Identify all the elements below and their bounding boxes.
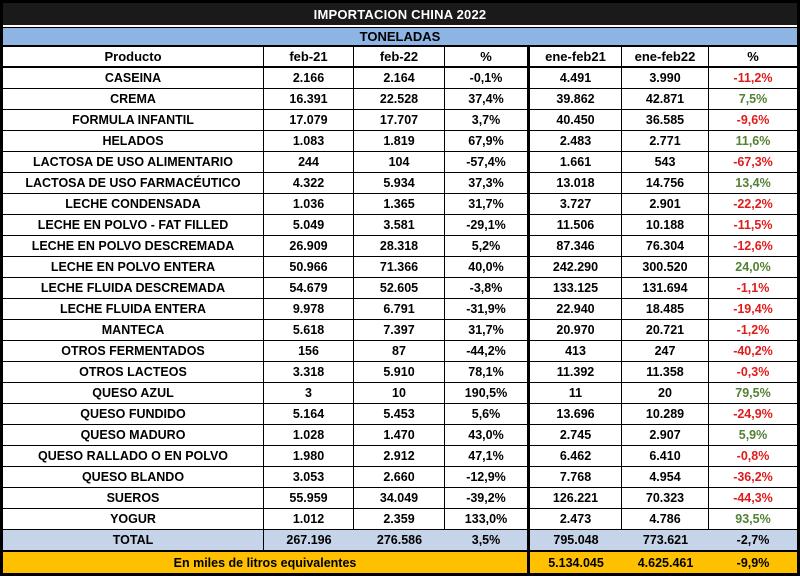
enefeb22-value: 2.907 bbox=[622, 425, 709, 445]
enefeb22-value: 70.323 bbox=[622, 488, 709, 508]
product-cell: OTROS FERMENTADOS bbox=[3, 341, 264, 361]
header-enefeb21: ene-feb21 bbox=[530, 47, 622, 66]
mom-pct-value: -29,1% bbox=[445, 215, 530, 235]
feb21-value: 4.322 bbox=[264, 173, 354, 193]
header-feb22: feb-22 bbox=[354, 47, 445, 66]
ytd-pct-value: -11,2% bbox=[733, 71, 773, 85]
table-subtitle bbox=[3, 27, 797, 47]
feb22-value: 2.164 bbox=[354, 68, 445, 88]
feb22-value: 2.912 bbox=[354, 446, 445, 466]
feb22-value: 34.049 bbox=[354, 488, 445, 508]
mom-pct-value: -57,4% bbox=[445, 152, 530, 172]
mom-pct-value: 31,7% bbox=[445, 320, 530, 340]
mom-pct-value: 5,2% bbox=[445, 236, 530, 256]
table-row bbox=[3, 257, 797, 278]
product-cell: QUESO RALLADO O EN POLVO bbox=[3, 446, 264, 466]
total-mom-pct: 3,5% bbox=[445, 530, 530, 550]
ytd-pct-value: -0,3% bbox=[736, 365, 770, 379]
total-feb21: 267.196 bbox=[264, 530, 354, 550]
enefeb22-value: 20.721 bbox=[622, 320, 709, 340]
feb21-value: 5.164 bbox=[264, 404, 354, 424]
enefeb21-value: 11.506 bbox=[530, 215, 622, 235]
header-row bbox=[3, 47, 797, 68]
table-row bbox=[3, 509, 797, 530]
ytd-pct-value: -1,2% bbox=[736, 323, 770, 337]
product-cell: QUESO MADURO bbox=[3, 425, 264, 445]
ytd-pct-value: -22,2% bbox=[733, 197, 773, 211]
product-cell: FORMULA INFANTIL bbox=[3, 110, 264, 130]
enefeb21-value: 6.462 bbox=[530, 446, 622, 466]
enefeb21-value: 2.473 bbox=[530, 509, 622, 529]
table-row bbox=[3, 383, 797, 404]
enefeb22-value: 36.585 bbox=[622, 110, 709, 130]
enefeb21-value: 7.768 bbox=[530, 467, 622, 487]
enefeb21-value: 4.491 bbox=[530, 68, 622, 88]
feb21-value: 1.083 bbox=[264, 131, 354, 151]
mom-pct-value: -39,2% bbox=[445, 488, 530, 508]
enefeb21-value: 39.862 bbox=[530, 89, 622, 109]
feb21-value: 3 bbox=[264, 383, 354, 403]
ytd-pct-value: -12,6% bbox=[733, 239, 773, 253]
enefeb21-value: 11.392 bbox=[530, 362, 622, 382]
footer-row bbox=[3, 552, 797, 573]
mom-pct-value: 31,7% bbox=[445, 194, 530, 214]
footer-enefeb21: 5.134.045 bbox=[530, 552, 622, 573]
feb21-value: 16.391 bbox=[264, 89, 354, 109]
enefeb21-value: 87.346 bbox=[530, 236, 622, 256]
feb22-value: 71.366 bbox=[354, 257, 445, 277]
mom-pct-value: 37,4% bbox=[445, 89, 530, 109]
mom-pct-value: -3,8% bbox=[445, 278, 530, 298]
ytd-pct-value: 24,0% bbox=[735, 260, 771, 274]
total-label: TOTAL bbox=[3, 530, 264, 550]
mom-pct-value: -44,2% bbox=[445, 341, 530, 361]
enefeb22-value: 300.520 bbox=[622, 257, 709, 277]
ytd-pct-value: -19,4% bbox=[733, 302, 773, 316]
feb21-value: 1.012 bbox=[264, 509, 354, 529]
feb21-value: 2.166 bbox=[264, 68, 354, 88]
table-row bbox=[3, 425, 797, 446]
enefeb21-value: 413 bbox=[530, 341, 622, 361]
table-title bbox=[3, 3, 797, 25]
feb21-value: 5.049 bbox=[264, 215, 354, 235]
feb21-value: 54.679 bbox=[264, 278, 354, 298]
table-row bbox=[3, 320, 797, 341]
enefeb22-value: 4.786 bbox=[622, 509, 709, 529]
feb22-value: 10 bbox=[354, 383, 445, 403]
enefeb22-value: 14.756 bbox=[622, 173, 709, 193]
product-cell: LECHE FLUIDA ENTERA bbox=[3, 299, 264, 319]
enefeb22-value: 42.871 bbox=[622, 89, 709, 109]
feb21-value: 1.980 bbox=[264, 446, 354, 466]
ytd-pct-value: -44,3% bbox=[733, 491, 773, 505]
header-ytd-pct: % bbox=[747, 49, 759, 64]
product-cell: CASEINA bbox=[3, 68, 264, 88]
enefeb22-value: 20 bbox=[622, 383, 709, 403]
ytd-pct-value: 7,5% bbox=[738, 92, 768, 106]
feb21-value: 244 bbox=[264, 152, 354, 172]
enefeb22-value: 3.990 bbox=[622, 68, 709, 88]
mom-pct-value: 78,1% bbox=[445, 362, 530, 382]
enefeb22-value: 247 bbox=[622, 341, 709, 361]
enefeb21-value: 126.221 bbox=[530, 488, 622, 508]
header-feb21: feb-21 bbox=[264, 47, 354, 66]
feb21-value: 17.079 bbox=[264, 110, 354, 130]
table-row bbox=[3, 236, 797, 257]
total-enefeb21: 795.048 bbox=[530, 530, 622, 550]
table-row bbox=[3, 362, 797, 383]
enefeb21-value: 40.450 bbox=[530, 110, 622, 130]
enefeb21-value: 13.696 bbox=[530, 404, 622, 424]
product-cell: LACTOSA DE USO FARMACÉUTICO bbox=[3, 173, 264, 193]
ytd-pct-value: 13,4% bbox=[735, 176, 771, 190]
enefeb22-value: 2.901 bbox=[622, 194, 709, 214]
product-cell: LECHE EN POLVO - FAT FILLED bbox=[3, 215, 264, 235]
product-cell: LECHE EN POLVO ENTERA bbox=[3, 257, 264, 277]
feb22-value: 2.660 bbox=[354, 467, 445, 487]
ytd-pct-value: -36,2% bbox=[733, 470, 773, 484]
feb22-value: 1.819 bbox=[354, 131, 445, 151]
feb22-value: 6.791 bbox=[354, 299, 445, 319]
ytd-pct-value: 5,9% bbox=[738, 428, 768, 442]
product-cell: QUESO AZUL bbox=[3, 383, 264, 403]
ytd-pct-value: -9,6% bbox=[736, 113, 770, 127]
ytd-pct-value: 93,5% bbox=[735, 512, 771, 526]
mom-pct-value: -31,9% bbox=[445, 299, 530, 319]
enefeb22-value: 18.485 bbox=[622, 299, 709, 319]
mom-pct-value: -0,1% bbox=[445, 68, 530, 88]
product-cell: OTROS LACTEOS bbox=[3, 362, 264, 382]
feb21-value: 3.053 bbox=[264, 467, 354, 487]
table-row bbox=[3, 404, 797, 425]
product-cell: LECHE CONDENSADA bbox=[3, 194, 264, 214]
feb22-value: 17.707 bbox=[354, 110, 445, 130]
feb22-value: 5.453 bbox=[354, 404, 445, 424]
mom-pct-value: 67,9% bbox=[445, 131, 530, 151]
ytd-pct-value: -11,5% bbox=[733, 218, 773, 232]
mom-pct-value: 5,6% bbox=[445, 404, 530, 424]
table-body bbox=[3, 68, 797, 530]
feb22-value: 1.365 bbox=[354, 194, 445, 214]
feb22-value: 1.470 bbox=[354, 425, 445, 445]
ytd-pct-value: -40,2% bbox=[733, 344, 773, 358]
enefeb22-value: 2.771 bbox=[622, 131, 709, 151]
product-cell: SUEROS bbox=[3, 488, 264, 508]
feb22-value: 52.605 bbox=[354, 278, 445, 298]
mom-pct-value: 190,5% bbox=[445, 383, 530, 403]
table-title-text: IMPORTACION CHINA 2022 bbox=[313, 6, 487, 22]
product-cell: LACTOSA DE USO ALIMENTARIO bbox=[3, 152, 264, 172]
feb21-value: 5.618 bbox=[264, 320, 354, 340]
table-row bbox=[3, 68, 797, 89]
feb21-value: 26.909 bbox=[264, 236, 354, 256]
feb21-value: 1.036 bbox=[264, 194, 354, 214]
feb22-value: 3.581 bbox=[354, 215, 445, 235]
feb22-value: 87 bbox=[354, 341, 445, 361]
table-row bbox=[3, 173, 797, 194]
footer-ytd-pct: -9,9% bbox=[709, 552, 797, 573]
feb21-value: 156 bbox=[264, 341, 354, 361]
ytd-pct-value: 11,6% bbox=[735, 134, 771, 148]
feb22-value: 2.359 bbox=[354, 509, 445, 529]
total-ytd-pct: -2,7% bbox=[709, 530, 797, 550]
enefeb21-value: 2.483 bbox=[530, 131, 622, 151]
feb22-value: 22.528 bbox=[354, 89, 445, 109]
enefeb21-value: 3.727 bbox=[530, 194, 622, 214]
enefeb22-value: 76.304 bbox=[622, 236, 709, 256]
enefeb21-value: 242.290 bbox=[530, 257, 622, 277]
enefeb21-value: 20.970 bbox=[530, 320, 622, 340]
table-row bbox=[3, 341, 797, 362]
header-mom-pct: % bbox=[445, 47, 530, 66]
product-cell: HELADOS bbox=[3, 131, 264, 151]
product-cell: QUESO BLANDO bbox=[3, 467, 264, 487]
table-row bbox=[3, 110, 797, 131]
footer-enefeb22: 4.625.461 bbox=[622, 552, 709, 573]
enefeb22-value: 131.694 bbox=[622, 278, 709, 298]
table-row bbox=[3, 446, 797, 467]
ytd-pct-value: -67,3% bbox=[733, 155, 773, 169]
feb22-value: 28.318 bbox=[354, 236, 445, 256]
enefeb22-value: 10.289 bbox=[622, 404, 709, 424]
enefeb21-value: 133.125 bbox=[530, 278, 622, 298]
total-feb22: 276.586 bbox=[354, 530, 445, 550]
feb21-value: 9.978 bbox=[264, 299, 354, 319]
table-row bbox=[3, 131, 797, 152]
mom-pct-value: 40,0% bbox=[445, 257, 530, 277]
enefeb22-value: 6.410 bbox=[622, 446, 709, 466]
total-enefeb22: 773.621 bbox=[622, 530, 709, 550]
table-row bbox=[3, 278, 797, 299]
table-subtitle-text: TONELADAS bbox=[359, 29, 441, 44]
table-row bbox=[3, 152, 797, 173]
table-row bbox=[3, 467, 797, 488]
header-enefeb22: ene-feb22 bbox=[622, 47, 709, 66]
feb21-value: 3.318 bbox=[264, 362, 354, 382]
mom-pct-value: 133,0% bbox=[445, 509, 530, 529]
enefeb21-value: 22.940 bbox=[530, 299, 622, 319]
table-row bbox=[3, 488, 797, 509]
mom-pct-value: 43,0% bbox=[445, 425, 530, 445]
enefeb22-value: 10.188 bbox=[622, 215, 709, 235]
product-cell: CREMA bbox=[3, 89, 264, 109]
feb22-value: 5.934 bbox=[354, 173, 445, 193]
enefeb21-value: 11 bbox=[530, 383, 622, 403]
ytd-pct-value: 79,5% bbox=[735, 386, 771, 400]
table-row bbox=[3, 89, 797, 110]
enefeb22-value: 4.954 bbox=[622, 467, 709, 487]
table-row bbox=[3, 194, 797, 215]
mom-pct-value: 37,3% bbox=[445, 173, 530, 193]
ytd-pct-value: -1,1% bbox=[736, 281, 770, 295]
product-cell: LECHE EN POLVO DESCREMADA bbox=[3, 236, 264, 256]
ytd-pct-value: -24,9% bbox=[733, 407, 773, 421]
footer-label: En miles de litros equivalentes bbox=[3, 552, 530, 573]
product-cell: QUESO FUNDIDO bbox=[3, 404, 264, 424]
product-cell: YOGUR bbox=[3, 509, 264, 529]
mom-pct-value: -12,9% bbox=[445, 467, 530, 487]
ytd-pct-value: -0,8% bbox=[736, 449, 770, 463]
header-producto: Producto bbox=[3, 47, 264, 66]
table-row bbox=[3, 215, 797, 236]
feb21-value: 50.966 bbox=[264, 257, 354, 277]
enefeb22-value: 11.358 bbox=[622, 362, 709, 382]
feb21-value: 1.028 bbox=[264, 425, 354, 445]
mom-pct-value: 3,7% bbox=[445, 110, 530, 130]
mom-pct-value: 47,1% bbox=[445, 446, 530, 466]
table-row bbox=[3, 299, 797, 320]
enefeb21-value: 2.745 bbox=[530, 425, 622, 445]
product-cell: LECHE FLUIDA DESCREMADA bbox=[3, 278, 264, 298]
enefeb21-value: 1.661 bbox=[530, 152, 622, 172]
feb22-value: 5.910 bbox=[354, 362, 445, 382]
product-cell: MANTECA bbox=[3, 320, 264, 340]
enefeb21-value: 13.018 bbox=[530, 173, 622, 193]
enefeb22-value: 543 bbox=[622, 152, 709, 172]
feb22-value: 104 bbox=[354, 152, 445, 172]
feb22-value: 7.397 bbox=[354, 320, 445, 340]
total-row bbox=[3, 530, 797, 552]
feb21-value: 55.959 bbox=[264, 488, 354, 508]
